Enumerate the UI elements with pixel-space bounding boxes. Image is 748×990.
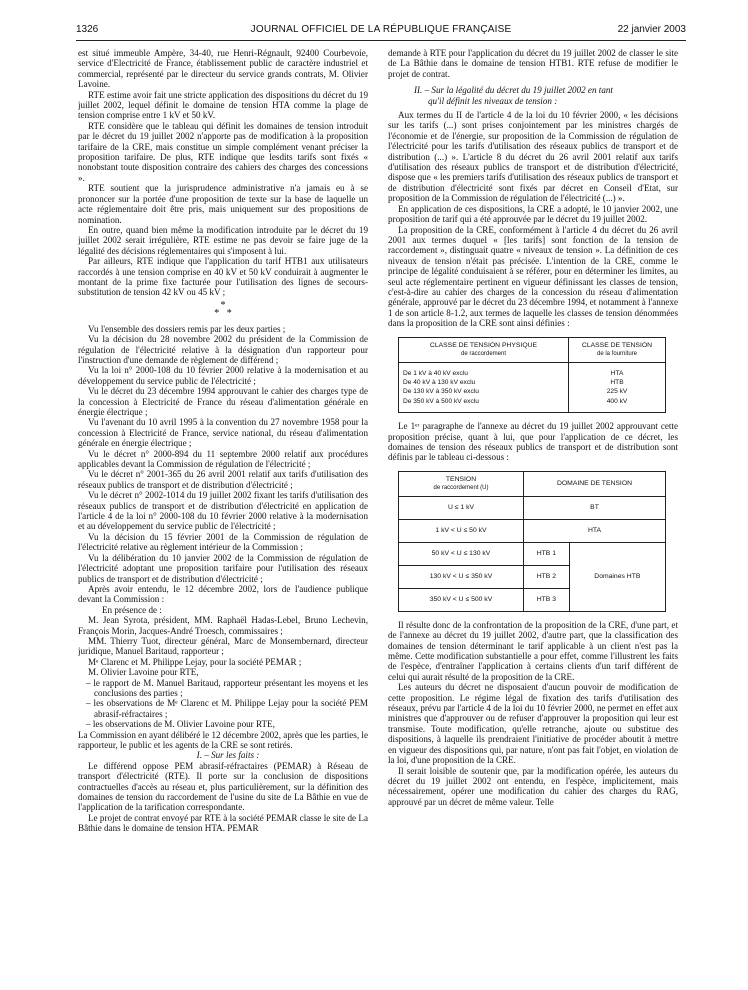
visa: Vu le décret du 23 décembre 1994 approuvant le cahier des charges type de la concession à Electricité de France du réseau d'alimentation générale en énergie électrique ;: [78, 386, 368, 417]
table-cell: 50 kV < U ≤ 130 kV: [399, 542, 524, 565]
voltage-class-table: [398, 337, 666, 414]
section-heading-legality-cont: qu'il définit les niveaux de tension :: [428, 95, 558, 106]
paragraph: RTE estime avoir fait une stricte application des dispositions du décret du 19 juillet 2002, lequel définit le domaine de tension HTA comme la plage de tension comprise entre 1 kV et 50 kV.: [78, 89, 368, 121]
hearing-item: – le rapport de M. Manuel Baritaud, rapporteur présentant les moyens et les conclusions des parties ;: [86, 677, 368, 698]
table-cell: HTB 1: [524, 542, 570, 565]
table-cell: 350 kV < U ≤ 500 kV: [399, 588, 524, 611]
visa: Vu l'ensemble des dossiers remis par les deux parties ;: [88, 323, 286, 334]
voltage-domain-table: [398, 471, 666, 612]
paragraph: Les auteurs du décret ne disposaient d'aucun pouvoir de modification de cette proposition. Le régime légal de fixation des tarifs d'utilisation des réseaux, prévu par l'article 4 de la loi du 10 février 2000, ne permet en effet aux ministres que d'approuver ou de refuser d'approuver la proposition qui leur est transmise. Toute modification, qu'elle retranche, ajoute ou substitue des dispositions, à laquelle ils prendraient l'initiative de procéder aboutit à mettre en vigueur des dispositions qui, par nature, n'ont pas fait l'objet, en violation de la loi, d'une proposition de la CRE.: [388, 682, 678, 766]
presence-line: MM. Thierry Tuot, directeur général, Marc de Monsembernard, directeur juridique, Manuel Baritaud, rapporteur ;: [78, 635, 368, 657]
right-column: [388, 48, 678, 982]
paragraph: est situé immeuble Ampère, 34-40, rue Henri-Régnault, 92400 Courbevoie, service d'Electricité de France, établissement public de caractère industriel et commercial, représenté par le directeur du service grands contrats, M. Olivier Lavoine.: [78, 48, 368, 90]
table-cell: HTB 2: [524, 565, 570, 588]
table-header: DOMAINE DE TENSION: [524, 471, 666, 496]
table-header: TENSION de raccordement (U): [399, 471, 524, 496]
issue-date: 22 janvier 2003: [617, 24, 686, 35]
section-heading-facts: I. – Sur les faits :: [196, 750, 260, 761]
paragraph: RTE soutient que la jurisprudence administrative n'a jamais eu à se prononcer sur la portée d'une proposition de texte sur la base de laquelle un acte réglementaire doit être pris, mais uniquement sur des propositions de nomination.: [78, 183, 368, 225]
section-separator: * * *: [214, 299, 232, 319]
paragraph: Il serait loisible de soutenir que, par la modification opérée, les auteurs du décret du 19 juillet 2002 ont entendu, en l'espèce, implicitement, mais nécessairement, opérer une modification du cahier des charges du RAG, approuvé par un décret de même valeur. Telle: [388, 765, 678, 807]
table-header: CLASSE DE TENSION de la fourniture: [569, 337, 666, 362]
table-header: CLASSE DE TENSION PHYSIQUE de raccordement: [399, 337, 569, 362]
presence-label: En présence de :: [102, 604, 162, 615]
visa: Vu le décret n° 2002-1014 du 19 juillet 2002 fixant les tarifs d'utilisation des réseaux publics de transport et de distribution d'électricité en application de l'article 4 de la loi n° 2000-108 du 10 février 2000 relative à la modernisation et au développement du service public de l'électricité ;: [78, 490, 368, 532]
hearing-item: – les observations de M. Olivier Lavoine pour RTE,: [86, 719, 275, 730]
paragraph: Par ailleurs, RTE indique que l'application du tarif HTB1 aux utilisateurs raccordés à une tension comprise en 40 kV et 50 kV conduirait à augmenter le montant de la prime fixe facturée pour l'utilisation des lignes de secours-substitution de tension 42 kV ou 45 kV ;: [78, 256, 368, 298]
paragraph: demande à RTE pour l'application du décret du 19 juillet 2002 de classer le site de La Bâthie dans le domaine de tension HTB1. RTE refuse de modifier le projet de contrat.: [388, 48, 678, 79]
paragraph: Aux termes du II de l'article 4 de la loi du 10 février 2000, « les décisions sur les tarifs (...) sont prises conjointement par les ministres chargés de l'économie et de l'énergie, sur proposition de la Commission de régulation de l'électricité pour les tarifs d'utilisation des réseaux publics de transport et de distribution (...) ». L'article 8 du décret du 26 avril 2001 relatif aux tarifs d'utilisation des réseaux publics de transport et de distribution d'électricité, dispose que « les premiers tarifs d'utilisation des réseaux publics de transport et de distribution d'électricité sont fixés par décret en Conseil d'Etat, sur proposition de la Commission de régulation de l'électricité (...) ».: [388, 110, 678, 204]
left-column: [78, 48, 368, 982]
table-cell: U ≤ 1 kV: [399, 496, 524, 519]
table-cell: 130 kV < U ≤ 350 kV: [399, 565, 524, 588]
table-cell: HTA HTB 225 kV 400 kV: [569, 362, 666, 413]
table-cell: BT: [524, 496, 666, 519]
paragraph: La proposition de la CRE, conformément à l'article 4 du décret du 26 avril 2001 aux termes duquel « [les tarifs] sont fonction de la tension de raccordement », distinguait quatre « niveaux de tension ». La définition de ces niveaux de tension n'était pas précisée. L'intention de la CRE, comme le principe de légalité conduisaient à se référer, pour en déterminer les limites, au seul acte réglementaire pertinent en vigueur définissant les classes de tension, c'est-à-dire au cahier des charges de la concession du réseau d'alimentation générale, approuvé par le décret du 23 décembre 1994, et notamment à l'annexe 1 de son article 8-1.2, aux termes de laquelle les classes de tension dénommées dans la proposition de la CRE sont ainsi définies :: [388, 224, 678, 329]
table-cell-group: Domaines HTB: [569, 542, 665, 611]
paragraph: En application de ces dispositions, la CRE a adopté, le 10 janvier 2002, une proposition de tarif qui a été approuvée par le décret du 19 juillet 2002.: [388, 203, 678, 225]
visa: Vu la décision du 15 février 2001 de la Commission de régulation de l'électricité relative au règlement intérieur de la Commission ;: [78, 531, 368, 553]
hearing-item: – les observations de Mᵉ Clarenc et M. Philippe Lejay pour la société PEM abrasif-réfractaires ;: [86, 698, 368, 719]
visa: Vu la décision du 28 novembre 2002 du président de la Commission de régulation de l'électricité relative à la désignation d'un rapporteur pour l'instruction d'une demande de règlement de différend ;: [78, 334, 368, 365]
presence-line: M. Jean Syrota, président, MM. Raphaël Hadas-Lebel, Bruno Lechevin, François Morin, Jacques-André Troesch, commissaires ;: [78, 615, 368, 636]
paragraph: Il résulte donc de la confrontation de la proposition de la CRE, d'une part, et de l'annexe au décret du 19 juillet 2002, d'autre part, que la classification des domaines de tension déterminant le tarif applicable à un client n'est pas la même. Cette modification substantielle a pour effet, comme l'illustrent les faits de l'espèce, d'entraîner l'application à certains clients d'un tarif différent de celui qui aurait résulté de la proposition de la CRE.: [388, 619, 678, 682]
table-cell: HTB 3: [524, 588, 570, 611]
journal-title: JOURNAL OFFICIEL DE LA RÉPUBLIQUE FRANÇAISE: [250, 24, 512, 35]
visa: Vu le décret n° 2000-894 du 11 septembre 2000 relatif aux procédures applicables devant la Commission de régulation de l'électricité ;: [78, 448, 368, 470]
section-heading-legality: II. – Sur la légalité du décret du 19 juillet 2002 en tant: [414, 85, 613, 96]
paragraph: Le projet de contrat envoyé par RTE à la société PEMAR classe le site de La Bâthie dans le domaine de tension HTA. PEMAR: [78, 812, 368, 834]
paragraph: En outre, quand bien même la modification introduite par le décret du 19 juillet 2002 serait irrégulière, RTE estime ne pas devoir se faire juge de la légalité des décisions réglementaires qui s'imposent à lui.: [78, 224, 368, 256]
table-cell: HTA: [524, 519, 666, 542]
visa: Après avoir entendu, le 12 décembre 2002, lors de l'audience publique devant la Commission :: [78, 583, 368, 605]
visa: Vu la loi n° 2000-108 du 10 février 2000 relative à la modernisation et au développement du service public de l'électricité ;: [78, 365, 368, 386]
visa: Vu la délibération du 10 janvier 2002 de la Commission de régulation de l'électricité adoptant une proposition tarifaire pour l'utilisation des réseaux publics de transport et de distribution d'électricité ;: [78, 552, 368, 584]
page-number: 1326: [76, 24, 99, 35]
page-header: [76, 22, 686, 41]
table-cell: 1 kV < U ≤ 50 kV: [399, 519, 524, 542]
paragraph: RTE considère que le tableau qui définit les domaines de tension introduit par le décret du 19 juillet 2002 n'apporte pas de modification à la proposition tarifaire de la CRE, mais constitue un simple complément venant préciser la proposition tarifaire. De plus, RTE indique que lesdits tarifs sont fixés « nonobstant toute disposition contraire des cahiers des charges des concessions ».: [78, 120, 368, 183]
table-cell: De 1 kV à 40 kV exclu De 40 kV à 130 kV exclu De 130 kV à 350 kV exclu De 350 kV à 500 kV exclu: [399, 362, 569, 413]
presence-line: M. Olivier Lavoine pour RTE,: [88, 667, 199, 678]
paragraph: Le 1ᵉʳ paragraphe de l'annexe au décret du 19 juillet 2002 approuvant cette proposition précise, quant à lui, que pour l'application de ce décret, les domaines de tension des réseaux publics de transport et de distribution sont définis par le tableau ci-dessous :: [388, 421, 678, 463]
visa: Vu l'avenant du 10 avril 1995 à la convention du 27 novembre 1958 pour la concession à Electricité de France, service national, du réseau d'alimentation générale en énergie électrique ;: [78, 417, 368, 449]
presence-line: Mᵉ Clarenc et M. Philippe Lejay, pour la société PEMAR ;: [88, 656, 302, 667]
paragraph: Le différend oppose PEM abrasif-réfractaires (PEMAR) à Réseau de transport d'électricité (RTE). Il porte sur la conclusion de dispositions contractuelles d'accès au réseau et, plus particulièrement, sur la définition des domaines de tension du raccordement de l'usine du site de La Bâthie en vue de l'application de la tarification correspondante.: [78, 760, 368, 813]
deliberation-note: La Commission en ayant délibéré le 12 décembre 2002, après que les parties, le rapporteur, le public et les agents de la CRE se sont retirés.: [78, 729, 368, 750]
visa: Vu le décret n° 2001-365 du 26 avril 2001 relatif aux tarifs d'utilisation des réseaux publics de transport et de distribution d'électricité ;: [78, 469, 368, 490]
